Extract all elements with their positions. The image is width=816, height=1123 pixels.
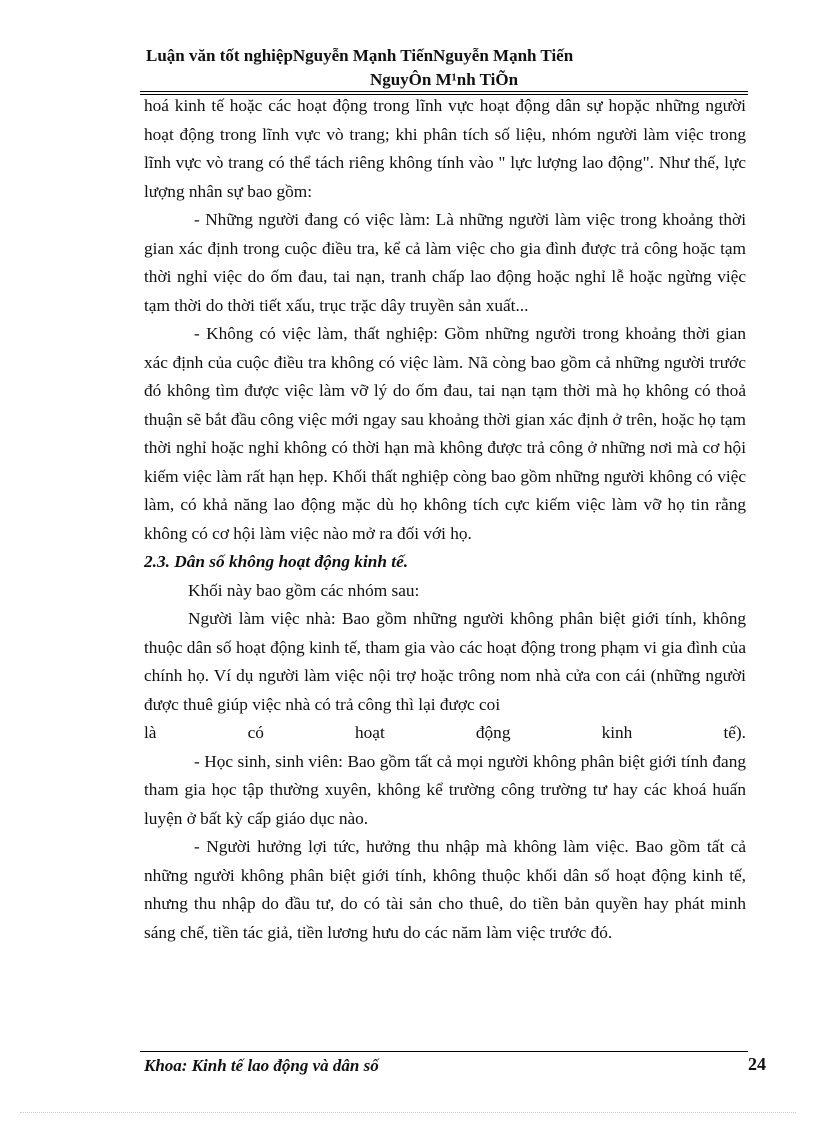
header-title-line1: Luận văn tốt nghiệpNguyễn Mạnh TiếnNguyễn Mạnh Tiến: [146, 46, 574, 65]
page-header: [140, 44, 748, 92]
paragraph-unemployed: - Không có việc làm, thất nghiệp: Gồm những người trong khoảng thời gian xác định của cuộc điều tra không có việc làm. Nã còng bao gồm cả những người trước đó không tìm được việc làm vỡ lý do ốm đau, tai nạn tạm thời mà họ không có thoả thuận sẽ bắt đầu công việc mới ngay sau khoảng thời gian xác định ở trên, hoặc họ tạm thời nghỉ hoặc nghỉ không có thời hạn mà không được trả công ở những nơi mà cơ hội kiếm việc làm rất hạn hẹp. Khối thất nghiệp còng bao gồm những người không có việc làm, có khả năng lao động mặc dù họ không tích cực kiếm việc làm vỡ họ tin rằng không có cơ hội làm việc nào mở ra đối với họ.: [144, 324, 746, 543]
page-body: [144, 92, 746, 947]
paragraph-income-recipients: - Người hưởng lợi tức, hưởng thu nhập mà không làm việc. Bao gồm tất cả những người không phân biệt giới tính, không thuộc khối dân số hoạt động kinh tế, nhưng thu nhập do đầu tư, do có tài sản cho thuê, do tiền bản quyền hay phát minh sáng chế, tiền tác giả, tiền lương hưu do các năm làm việc trước đó.: [144, 837, 746, 942]
page-number: 24: [748, 1054, 766, 1074]
paragraph-groups-intro: Khối này bao gồm các nhóm sau:: [188, 580, 420, 600]
paragraph-homemakers: Người làm việc nhà: Bao gồm những người không phân biệt giới tính, không thuộc dân số hoạt động kinh tế, tham gia vào các hoạt động trong phạm vi gia đình của chính họ. Ví dụ người làm việc nội trợ hoặc trông nom nhà cửa con cái (những người được thuê giúp việc nhà có trả công thì lại được coi: [144, 609, 746, 714]
paragraph-homemakers-end: là có hoạt động kinh tế).: [144, 723, 746, 742]
paragraph-labor-force: hoá kinh tế hoặc các hoạt động trong lĩnh vực hoạt động dân sự hopặc những người hoạt động trong lĩnh vực vò trang; khi phân tích số liệu, nhóm người làm việc trong lĩnh vực vò trang có thể tách riêng không tính vào " lực lượng lao động". Như thế, lực lượng nhân sự bao gồm:: [144, 96, 746, 201]
section-title: 2.3. Dân số không hoạt động kinh tế.: [144, 552, 409, 571]
footer-faculty: Khoa: Kinh tế lao động và dân số: [144, 1056, 379, 1075]
page-edge-divider: [20, 1112, 796, 1113]
footer-rule: [140, 1051, 748, 1052]
paragraph-students: - Học sinh, sinh viên: Bao gồm tất cả mọi người không phân biệt giới tính đang tham gia học tập thường xuyên, không kể trường công trường tư hay các khoá huấn luyện ở bất kỳ cấp giáo dục nào.: [144, 751, 746, 828]
paragraph-employed: - Những người đang có việc làm: Là những người làm việc trong khoảng thời gian xác định trong cuộc điều tra, kể cả làm việc cho gia đình được trả công hoặc tạm thời nghỉ việc do ốm đau, tai nạn, tranh chấp lao động hoặc nghỉ lễ hoặc ngừng việc tạm thời do thời tiết xấu, trục trặc dây truyền sản xuất...: [144, 210, 746, 315]
header-title-line2: NguyÔn M¹nh TiÕn: [369, 70, 519, 89]
